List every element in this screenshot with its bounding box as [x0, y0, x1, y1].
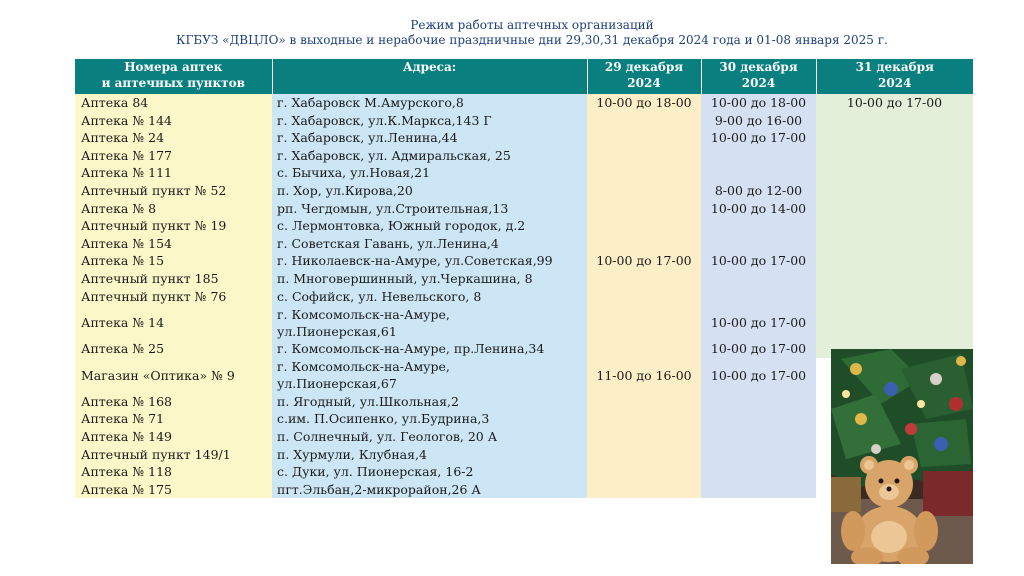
pharmacy-name: Аптечный пункт 149/1	[75, 446, 272, 464]
pharmacy-name: Аптека № 25	[75, 340, 272, 358]
hours-dec-29	[587, 200, 701, 218]
address-line-2: ул.Пионерская,67	[277, 376, 397, 392]
pharmacy-address	[272, 481, 587, 499]
address-line: п. Хор, ул.Кирова,20	[277, 182, 413, 198]
hours-dec-29	[587, 182, 701, 200]
hours-dec-30: 8-00 до 12-00	[701, 182, 816, 200]
pharmacy-address	[272, 428, 587, 446]
hours-dec-29	[587, 235, 701, 253]
hours-dec-29	[587, 393, 701, 411]
address-line: с.им. П.Осипенко, ул.Будрина,3	[277, 411, 490, 427]
address-line: п. Ягодный, ул.Школьная,2	[277, 393, 459, 409]
pharmacy-address	[272, 147, 587, 165]
hours-dec-29	[587, 463, 701, 481]
hours-dec-30	[701, 393, 816, 411]
hours-dec-30	[701, 410, 816, 428]
pharmacy-name: Аптека № 14	[75, 305, 272, 340]
hours-dec-30	[701, 446, 816, 464]
hours-dec-30	[701, 235, 816, 253]
address-line: г. Хабаровск М.Амурского,8	[277, 95, 464, 110]
hours-dec-30	[701, 270, 816, 288]
pharmacy-name: Аптечный пункт № 19	[75, 217, 272, 235]
address-line: с. Дуки, ул. Пионерская, 16-2	[277, 464, 474, 480]
hours-dec-30: 10-00 до 17-00	[701, 252, 816, 270]
pharmacy-address	[272, 463, 587, 481]
address-line: г. Комсомольск-на-Амуре, пр.Ленина,34	[277, 341, 545, 357]
hours-dec-30: 10-00 до 17-00	[701, 358, 816, 393]
pharmacy-address	[272, 129, 587, 147]
address-line: пгт.Эльбан,2-микрорайон,26 А	[277, 481, 481, 497]
address-line: с. Лермонтовка, Южный городок, д.2	[277, 218, 526, 234]
hours-dec-30: 10-00 до 17-00	[701, 340, 816, 358]
pharmacy-address	[272, 200, 587, 218]
pharmacy-name: Аптека № 175	[75, 481, 272, 499]
address-line: г. Хабаровск, ул. Адмиральская, 25	[277, 147, 511, 163]
address-line: г. Комсомольск-на-Амуре,	[277, 306, 450, 322]
hours-dec-30	[701, 288, 816, 306]
pharmacy-name: Аптека № 71	[75, 410, 272, 428]
hours-dec-30	[701, 164, 816, 182]
header-pharmacy-numbers: Номера аптек и аптечных пунктов	[75, 59, 272, 94]
pharmacy-name: Аптека № 168	[75, 393, 272, 411]
pharmacy-name: Аптека № 154	[75, 235, 272, 253]
hours-dec-30: 9-00 до 16-00	[701, 112, 816, 130]
christmas-tree-teddy-bear-image	[831, 349, 973, 564]
hours-dec-29	[587, 217, 701, 235]
pharmacy-address	[272, 446, 587, 464]
address-line: г. Советская Гавань, ул.Ленина,4	[277, 235, 499, 251]
hours-dec-30	[701, 147, 816, 165]
hours-dec-29	[587, 288, 701, 306]
address-line: п. Хурмули, Клубная,4	[277, 446, 427, 462]
address-line: п. Солнечный, ул. Геологов, 20 А	[277, 428, 498, 444]
pharmacy-name: Аптека № 8	[75, 200, 272, 218]
table-row	[75, 94, 973, 112]
pharmacy-address	[272, 410, 587, 428]
pharmacy-address	[272, 94, 587, 112]
hours-dec-29	[587, 305, 701, 340]
pharmacy-address	[272, 358, 587, 393]
hours-dec-29	[587, 112, 701, 130]
hours-dec-30: 10-00 до 18-00	[701, 94, 816, 112]
address-line: г. Комсомольск-на-Амуре,	[277, 359, 450, 375]
document-title	[0, 18, 1024, 48]
pharmacy-name: Аптека № 177	[75, 147, 272, 165]
hours-dec-29	[587, 129, 701, 147]
hours-dec-30	[701, 217, 816, 235]
header-dec-31: 31 декабря 2024	[816, 59, 973, 94]
header-addresses: Адреса:	[272, 59, 587, 94]
header-dec-29: 29 декабря 2024	[587, 59, 701, 94]
pharmacy-address	[272, 393, 587, 411]
hours-dec-29	[587, 340, 701, 358]
pharmacy-address	[272, 235, 587, 253]
address-line: п. Многовершинный, ул.Черкашина, 8	[277, 270, 533, 286]
header-dec-30: 30 декабря 2024	[701, 59, 816, 94]
pharmacy-name: Аптека № 15	[75, 252, 272, 270]
pharmacy-address	[272, 217, 587, 235]
pharmacy-name: Аптека № 149	[75, 428, 272, 446]
hours-dec-29: 11-00 до 16-00	[587, 358, 701, 393]
pharmacy-address	[272, 182, 587, 200]
hours-dec-30	[701, 481, 816, 499]
hours-dec-29	[587, 270, 701, 288]
pharmacy-name: Магазин «Оптика» № 9	[75, 358, 272, 393]
hours-dec-29	[587, 428, 701, 446]
hours-dec-29	[587, 164, 701, 182]
hours-dec-30: 10-00 до 14-00	[701, 200, 816, 218]
pharmacy-address	[272, 164, 587, 182]
address-line: с. Софийск, ул. Невельского, 8	[277, 288, 482, 304]
hours-dec-29	[587, 147, 701, 165]
hours-dec-29: 10-00 до 17-00	[587, 252, 701, 270]
hours-dec-31: 10-00 до 17-00	[816, 94, 973, 358]
christmas-tree-teddy-bear-photo	[831, 349, 973, 564]
hours-dec-29	[587, 481, 701, 499]
title-line-2: КГБУЗ «ДВЦЛО» в выходные и нерабочие праздничные дни 29,30,31 декабря 2024 года и 01-08 января 2025 г.	[176, 33, 888, 47]
pharmacy-address	[272, 305, 587, 340]
address-line: г. Николаевск-на-Амуре, ул.Советская,99	[277, 253, 553, 269]
pharmacy-name: Аптека № 144	[75, 112, 272, 130]
address-line: г. Хабаровск, ул.Ленина,44	[277, 130, 458, 146]
hours-dec-29	[587, 446, 701, 464]
pharmacy-name: Аптека 84	[75, 94, 272, 112]
pharmacy-name: Аптека № 24	[75, 129, 272, 147]
pharmacy-name: Аптечный пункт № 76	[75, 288, 272, 306]
pharmacy-address	[272, 288, 587, 306]
address-line-2: ул.Пионерская,61	[277, 323, 397, 339]
hours-dec-30: 10-00 до 17-00	[701, 129, 816, 147]
pharmacy-address	[272, 270, 587, 288]
pharmacy-address	[272, 340, 587, 358]
hours-dec-30	[701, 428, 816, 446]
hours-dec-30: 10-00 до 17-00	[701, 305, 816, 340]
header-row	[75, 59, 973, 94]
hours-dec-29: 10-00 до 18-00	[587, 94, 701, 112]
address-line: с. Бычиха, ул.Новая,21	[277, 165, 431, 181]
pharmacy-name: Аптечный пункт 185	[75, 270, 272, 288]
hours-dec-30	[701, 463, 816, 481]
address-line: рп. Чегдомын, ул.Строительная,13	[277, 200, 509, 216]
pharmacy-address	[272, 252, 587, 270]
hours-dec-29	[587, 410, 701, 428]
pharmacy-name: Аптека № 118	[75, 463, 272, 481]
address-line: г. Хабаровск, ул.К.Маркса,143 Г	[277, 112, 492, 128]
title-line-1: Режим работы аптечных организаций	[410, 18, 654, 32]
pharmacy-address	[272, 112, 587, 130]
pharmacy-name: Аптечный пункт № 52	[75, 182, 272, 200]
pharmacy-name: Аптека № 111	[75, 164, 272, 182]
